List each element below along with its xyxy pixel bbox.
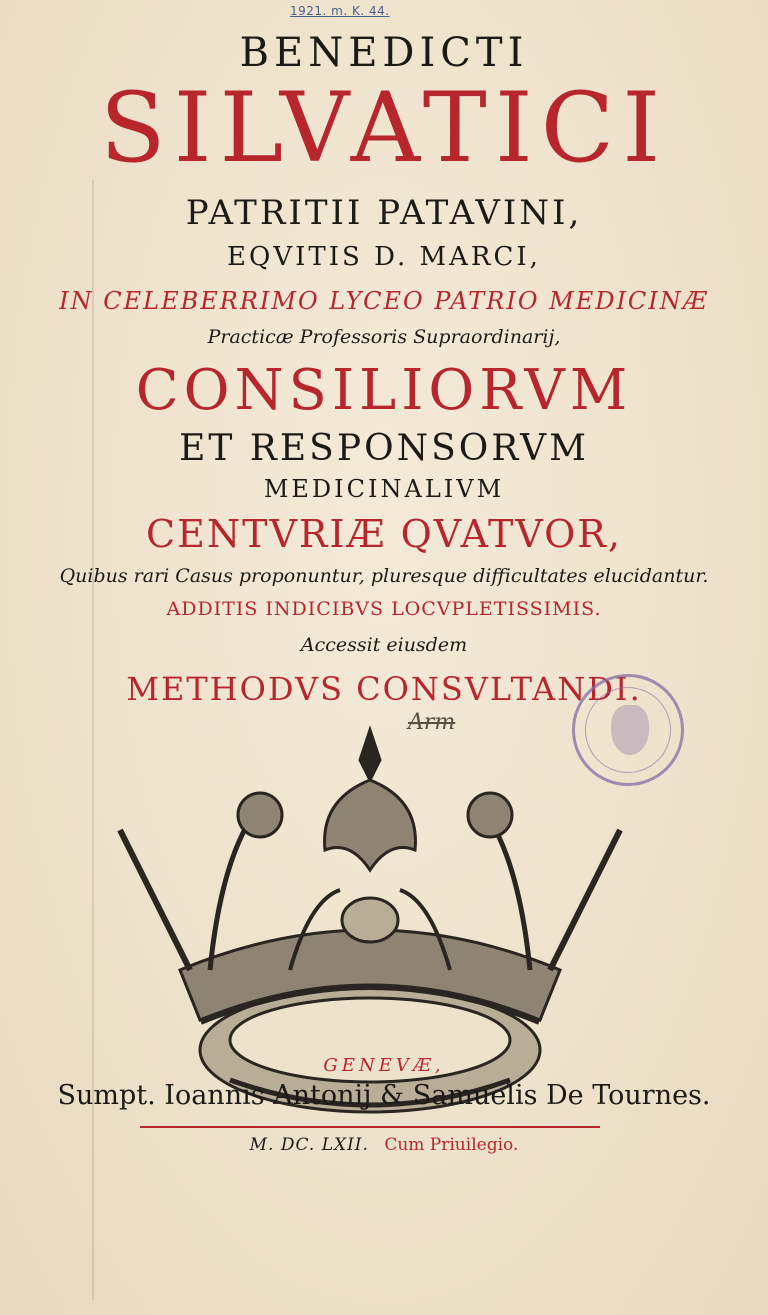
- imprint-place: GENEVÆ,: [323, 1055, 445, 1076]
- shelfmark-note: 1921. m. K. 44.: [290, 4, 390, 18]
- work-title-3: MEDICINALIVM: [263, 475, 505, 503]
- methodus-title: METHODVS CONSVLTANDI.: [126, 670, 642, 708]
- author-position-2: Practicæ Professoris Supraordinarij,: [207, 326, 561, 348]
- accessit-note: Accessit eiusdem: [300, 634, 468, 656]
- author-title-1: PATRITII PATAVINI,: [185, 193, 583, 233]
- indices-note: ADDITIS INDICIBVS LOCVPLETISSIMIS.: [166, 598, 602, 620]
- author-position: IN CELEBERRIMO LYCEO PATRIO MEDICINÆ: [59, 287, 709, 315]
- imprint-rule: [140, 1126, 600, 1128]
- crown-woodcut: [110, 720, 630, 1140]
- page-fold: [92, 180, 94, 1300]
- author-forename: BENEDICTI: [239, 30, 529, 76]
- handwritten-note: Arm: [408, 710, 456, 735]
- author-title-2: EQVITIS D. MARCI,: [227, 242, 541, 272]
- imprint-date: M. DC. LXII.: [249, 1135, 369, 1155]
- imprint-date-line: [0, 1135, 768, 1155]
- work-title: CONSILIORVM: [135, 358, 633, 423]
- imprint-publisher: Sumpt. Ioannis Antonij & Samuelis De Tournes.: [57, 1080, 711, 1111]
- work-title-4: CENTVRIÆ QVATVOR,: [146, 512, 622, 556]
- work-title-2: ET RESPONSORVM: [179, 428, 589, 469]
- imprint-privilege: Cum Priuilegio.: [384, 1135, 519, 1155]
- work-description: Quibus rari Casus proponuntur, pluresque difficultates elucidantur.: [59, 565, 709, 587]
- author-surname: SILVATICI: [99, 72, 669, 184]
